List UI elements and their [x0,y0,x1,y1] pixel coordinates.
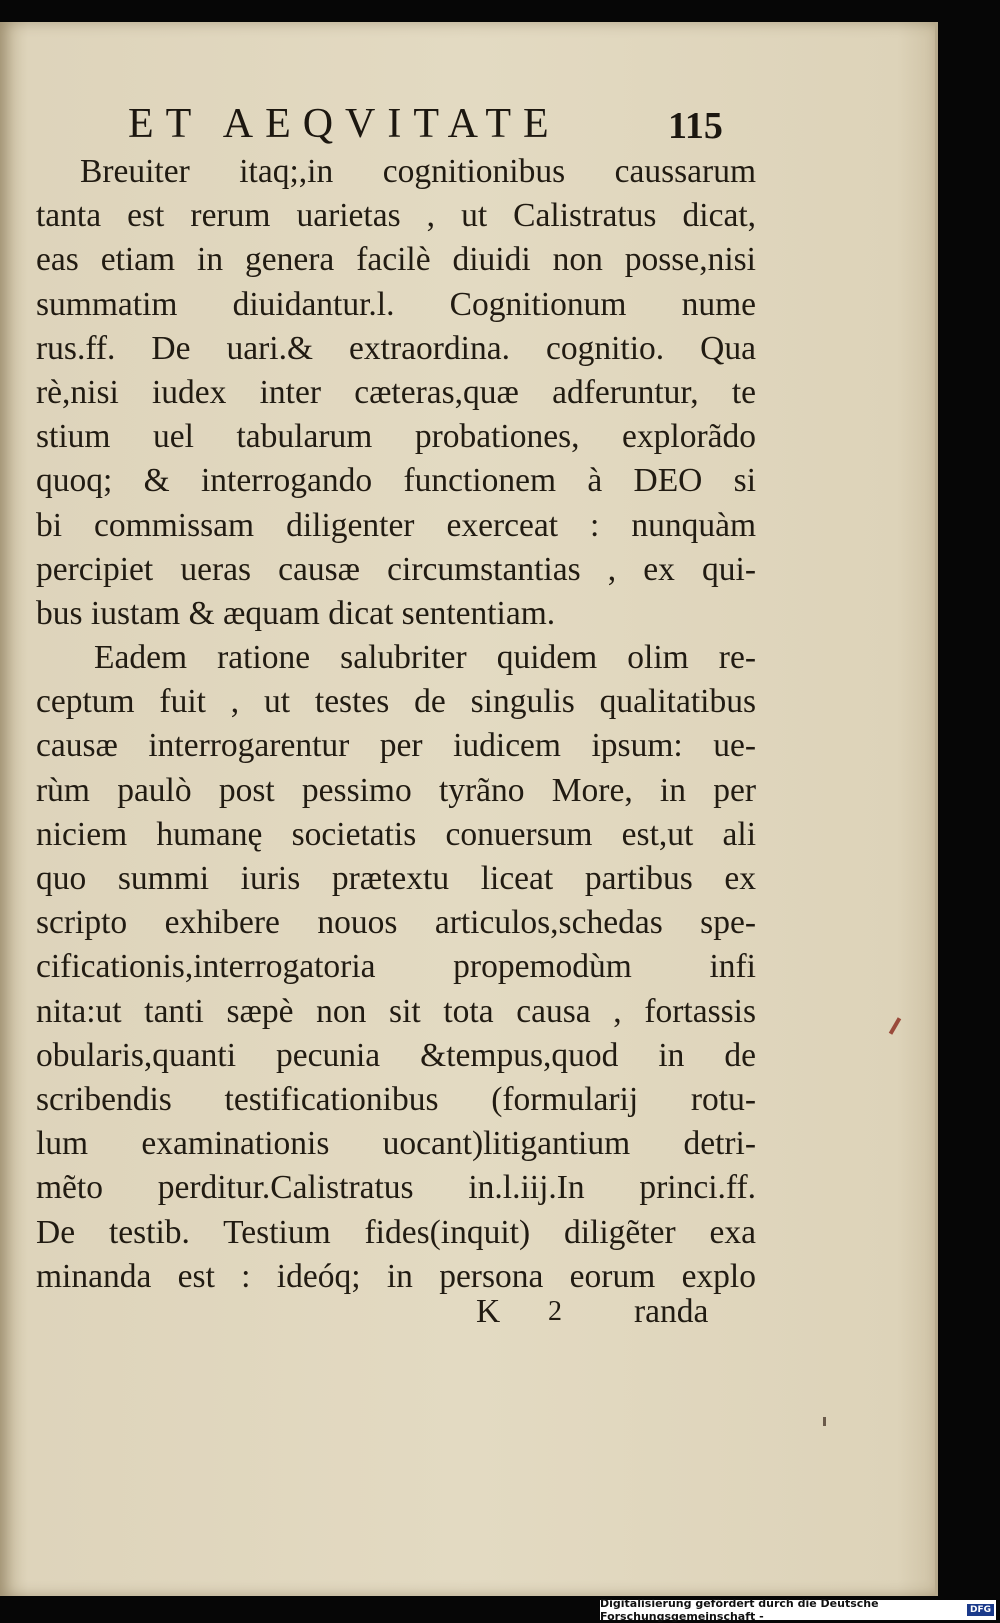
dfg-logo: DFG [967,1604,994,1616]
text-line: percipiet ueras causæ circumstantias , ex qui- [36,550,756,588]
text-line: rùm paulò post pessimo tyrãno More, in per [36,771,756,809]
catchword: randa [634,1293,709,1330]
digitization-footer [600,1597,996,1623]
text-line: Eadem ratione salubriter quidem olim re- [94,639,756,677]
text-line: rè,nisi iudex inter cæteras,quæ adferuntur, te [36,373,756,411]
text-line: ceptum fuit , ut testes de singulis qualitatibus [36,683,756,721]
running-head: ET AEQVITATE [128,101,561,147]
text-line: rus.ff. De uari.& extraordina. cognitio. Qua [36,329,756,367]
signature-number: 2 [548,1296,562,1327]
text-line: bus iustam & æquam dicat sententiam. [36,594,556,632]
text-line: eas etiam in genera facilè diuidi non posse,nisi [36,241,756,279]
text-line: Breuiter itaq;,in cognitionibus caussarum [80,153,756,190]
text-line: quo summi iuris prætextu liceat partibus ex [36,860,756,897]
body-text [36,150,756,1299]
text-line: quoq; & interrogando functionem à DEO si [36,462,756,500]
text-line: obularis,quanti pecunia &tempus,quod in de [36,1036,756,1074]
text-line: nita:ut tanti sæpè non sit tota causa , fortassis [36,992,756,1030]
paragraph-1 [36,150,756,636]
ink-speck [889,1017,901,1035]
text-line: De testib. Testium fides(inquit) diligẽter exa [36,1213,756,1251]
page-header [128,100,748,150]
text-line: summatim diuidantur.l. Cognitionum nume [36,285,756,323]
text-line: lum examinationis uocant)litigantium detri- [36,1125,756,1163]
ink-speck [823,1417,826,1426]
text-line: niciem humanę societatis conuersum est,ut ali [36,815,756,853]
text-line: scripto exhibere nouos articulos,schedas spe- [36,904,756,942]
signature-mark: K [476,1293,501,1330]
text-line: causæ interrogarentur per iudicem ipsum: ue- [36,727,756,765]
text-line: bi commissam diligenter exerceat : nunquàm [36,506,756,544]
text-line: mẽto perditur.Calistratus in.l.iij.In princi.ff. [36,1169,756,1207]
text-line: cificationis,interrogatoria propemodùm infi [36,948,756,986]
text-line: stium uel tabularum probationes, explorãdo [36,418,756,456]
footer-credit: Digitalisierung gefördert durch die Deutsche Forschungsgemeinschaft - [600,1597,879,1623]
text-line: tanta est rerum uarietas , ut Calistratus dicat, [36,197,756,235]
text-line: minanda est : ideóq; in persona eorum explo [36,1257,756,1295]
text-line: scribendis testificationibus (formularij rotu- [36,1080,756,1118]
paragraph-2 [36,636,756,1299]
page-number: 115 [668,105,723,147]
